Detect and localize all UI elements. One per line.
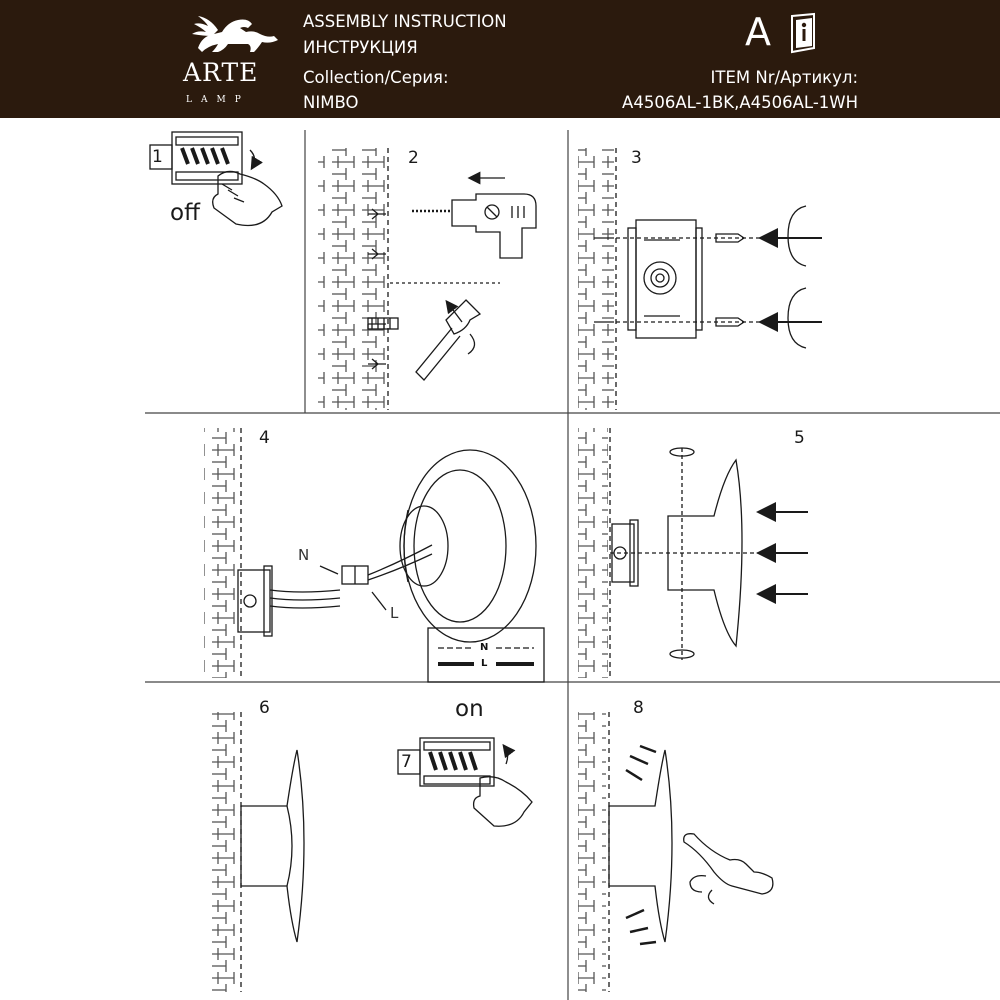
panel-3-bracket: [578, 148, 822, 410]
title-en: ASSEMBLY INSTRUCTION: [303, 12, 507, 31]
brand-subtitle: LAMP: [186, 95, 250, 105]
step-number-5: 5: [794, 428, 805, 448]
step-number-7: 7: [401, 752, 412, 772]
wire-l-label: L: [390, 604, 399, 622]
wire-n-label: N: [298, 546, 310, 564]
step-number-8: 8: [633, 698, 644, 718]
collection-value: NIMBO: [303, 93, 359, 112]
panel-7-switch-on: [398, 738, 532, 826]
panel-6-mounted: [208, 712, 304, 992]
step-number-4: 4: [259, 428, 270, 448]
step-number-6: 6: [259, 698, 270, 718]
panel-2-drill: [318, 148, 536, 410]
step-number-1: 1: [152, 147, 163, 167]
panel-8-touch: [578, 712, 773, 992]
step-number-2: 2: [408, 148, 419, 168]
legend-n-label: N: [480, 642, 489, 653]
brand-name: ARTE: [183, 58, 259, 87]
item-value: A4506AL-1BK,A4506AL-1WH: [622, 93, 858, 112]
collection-label: Collection/Серия:: [303, 68, 449, 87]
item-label: ITEM Nr/Артикул:: [710, 68, 858, 87]
title-ru: ИНСТРУКЦИЯ: [303, 38, 418, 57]
legend-l-label: L: [481, 658, 488, 669]
panel-grid: [145, 130, 1000, 1000]
off-label: off: [170, 200, 200, 226]
panel-5-mount: [578, 428, 808, 678]
version-letter: A: [745, 10, 771, 54]
on-label: on: [455, 696, 484, 722]
panel-4-wiring: [204, 428, 544, 682]
step-number-3: 3: [631, 148, 642, 168]
